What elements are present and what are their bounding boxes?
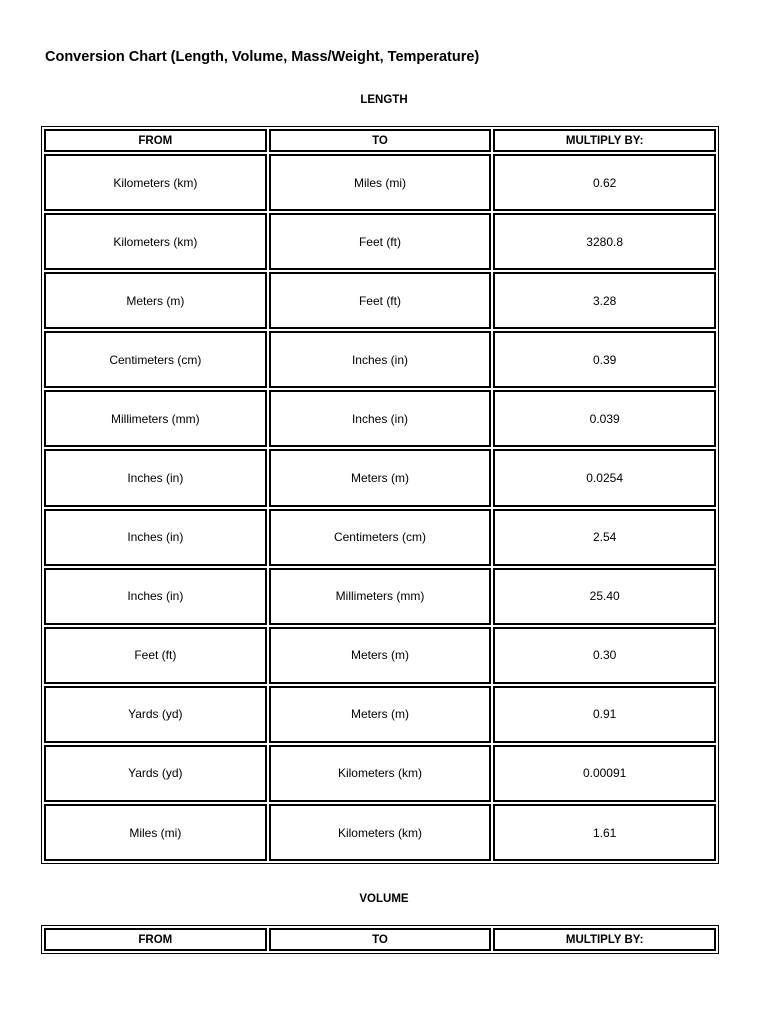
to-cell: Feet (ft) <box>269 213 492 270</box>
factor-cell: 2.54 <box>493 509 716 566</box>
factor-cell: 0.62 <box>493 154 716 211</box>
volume-section-heading: VOLUME <box>359 893 409 905</box>
table-row <box>44 627 716 684</box>
from-cell: Meters (m) <box>44 272 267 329</box>
to-cell: Miles (mi) <box>269 154 492 211</box>
to-cell: Kilometers (km) <box>269 804 492 861</box>
table-row <box>44 568 716 625</box>
to-cell: Meters (m) <box>269 627 492 684</box>
factor-cell: 0.00091 <box>493 745 716 802</box>
page-title: Conversion Chart (Length, Volume, Mass/Weight, Temperature) <box>45 49 480 65</box>
column-header-from: FROM <box>44 129 267 152</box>
to-cell: Inches (in) <box>269 390 492 447</box>
column-header-to: TO <box>269 129 492 152</box>
from-cell: Kilometers (km) <box>44 154 267 211</box>
factor-cell: 0.30 <box>493 627 716 684</box>
table-row <box>44 331 716 388</box>
column-header-from: FROM <box>44 928 267 951</box>
factor-cell: 0.039 <box>493 390 716 447</box>
table-header-row <box>44 129 716 152</box>
from-cell: Yards (yd) <box>44 686 267 743</box>
table-row <box>44 213 716 270</box>
factor-cell: 0.39 <box>493 331 716 388</box>
factor-cell: 3280.8 <box>493 213 716 270</box>
factor-cell: 0.91 <box>493 686 716 743</box>
volume-conversion-table <box>41 925 719 954</box>
from-cell: Feet (ft) <box>44 627 267 684</box>
factor-cell: 0.0254 <box>493 449 716 506</box>
from-cell: Inches (in) <box>44 568 267 625</box>
from-cell: Miles (mi) <box>44 804 267 861</box>
from-cell: Kilometers (km) <box>44 213 267 270</box>
length-conversion-table <box>41 126 719 864</box>
table-row <box>44 804 716 861</box>
table-row <box>44 509 716 566</box>
factor-cell: 25.40 <box>493 568 716 625</box>
from-cell: Inches (in) <box>44 509 267 566</box>
to-cell: Kilometers (km) <box>269 745 492 802</box>
table-row <box>44 686 716 743</box>
column-header-multiply-by: MULTIPLY BY: <box>493 129 716 152</box>
table-row <box>44 449 716 506</box>
table-row <box>44 745 716 802</box>
to-cell: Meters (m) <box>269 686 492 743</box>
table-header-row <box>44 928 716 951</box>
factor-cell: 3.28 <box>493 272 716 329</box>
table-row <box>44 390 716 447</box>
to-cell: Millimeters (mm) <box>269 568 492 625</box>
to-cell: Inches (in) <box>269 331 492 388</box>
column-header-multiply-by: MULTIPLY BY: <box>493 928 716 951</box>
from-cell: Centimeters (cm) <box>44 331 267 388</box>
factor-cell: 1.61 <box>493 804 716 861</box>
column-header-to: TO <box>269 928 492 951</box>
from-cell: Millimeters (mm) <box>44 390 267 447</box>
table-row <box>44 272 716 329</box>
to-cell: Centimeters (cm) <box>269 509 492 566</box>
to-cell: Meters (m) <box>269 449 492 506</box>
from-cell: Yards (yd) <box>44 745 267 802</box>
from-cell: Inches (in) <box>44 449 267 506</box>
to-cell: Feet (ft) <box>269 272 492 329</box>
table-row <box>44 154 716 211</box>
length-section-heading: LENGTH <box>360 94 408 106</box>
